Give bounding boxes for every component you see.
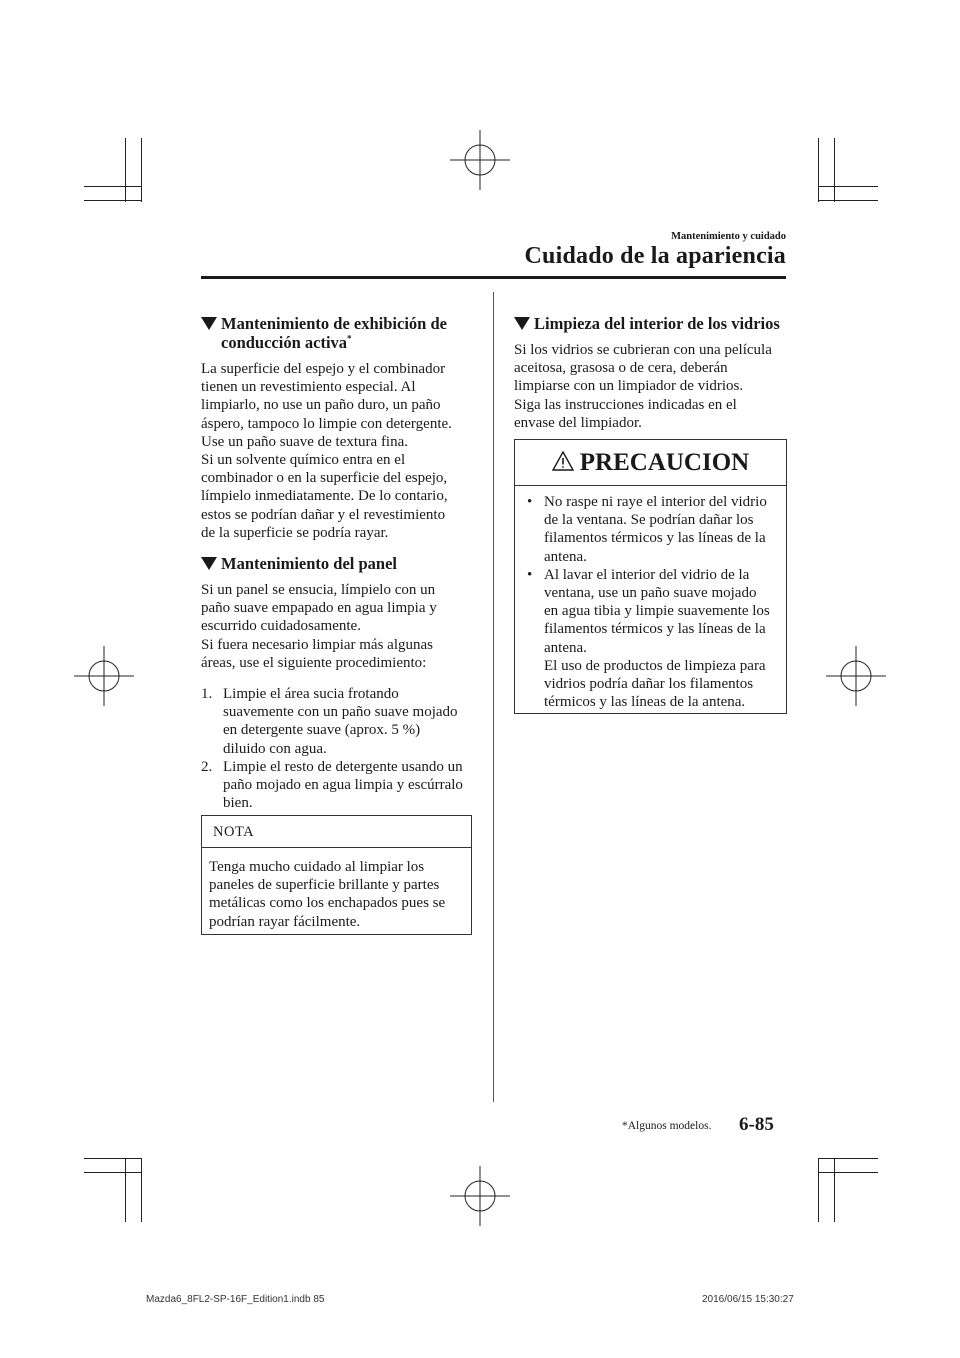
header-rule [201,276,786,279]
text-line: envase del limpiador. [514,414,642,431]
text-line: Limpie el resto de detergente usando un [223,758,463,775]
print-slug-date: 2016/06/15 15:30:27 [702,1294,794,1305]
list-item [523,566,780,712]
registration-mark-left [74,646,134,706]
text-line: Si un panel se ensucia, límpielo con un [201,582,436,599]
asterisk-marker: * [347,333,352,344]
note-divider [202,847,471,848]
left-column [201,314,476,812]
text-line: diluido con agua. [223,740,327,757]
text-line: Al lavar el interior del vidrio de la [544,566,750,583]
step-number: 2. [201,758,213,775]
list-item [523,493,780,566]
text-line: bien. [223,795,253,812]
warning-triangle-icon [552,451,574,471]
text-line: limpiarlo, no use un paño duro, un paño [201,397,441,414]
text-line: tienen un revestimiento especial. Al [201,379,416,396]
triangle-bullet-icon [201,557,217,570]
glass-paragraph [514,341,792,432]
bullet-mark: • [527,494,533,510]
text-line: paño mojado en agua limpia y escúrralo [223,777,463,794]
text-line: Limpie el área sucia frotando [223,686,399,703]
bullet-mark: • [527,566,533,583]
right-column [514,314,792,432]
text-line: límpielo inmediatamente. De lo contario, [201,488,448,505]
text-line: Use un paño suave de textura fina. [201,433,409,450]
page-number: 6-85 [739,1114,774,1135]
text-line: ventana, use un paño suave mojado [544,585,757,602]
text-line: de la ventana. Se podrían dañar los [544,512,754,529]
triangle-bullet-icon [514,317,530,330]
text-line: de la superficie se podría rayar. [201,524,389,541]
procedure-list [201,685,476,812]
list-item [201,758,476,813]
note-title: NOTA [213,824,255,840]
text-line: filamentos térmicos y las líneas de la [544,530,766,547]
registration-mark-top [450,130,510,190]
text-line: metálicas como los enchapados pues se [209,895,446,912]
text-line: paneles de superficie brillante y partes [209,877,440,894]
section-heading-panel [201,554,476,573]
text-line: en agua tibia y limpie suavemente los [544,603,770,620]
note-text [209,858,465,931]
chapter-title: Mantenimiento y cuidado [671,231,786,242]
caution-list [523,493,780,711]
text-line: estos se podrían dañar y el revestimiento [201,506,446,523]
text-line: Si los vidrios se cubrieran con una película [514,342,772,358]
section-heading-display [201,314,476,352]
heading-line: conducción activa* [221,333,352,352]
list-item [201,685,476,758]
print-slug-file: Mazda6_8FL2-SP-16F_Edition1.indb 85 [146,1294,325,1305]
heading-line: Mantenimiento de exhibición de [221,314,447,333]
text-line: áreas, use el siguiente procedimiento: [201,654,427,671]
registration-mark-right [826,646,886,706]
text-line: filamentos térmicos y las líneas de la [544,621,766,638]
panel-paragraph [201,581,476,672]
text-line: Siga las instrucciones indicadas en el [514,396,737,413]
text-line: limpiarse con un limpiador de vidrios. [514,378,744,395]
text-line: No raspe ni raye el interior del vidrio [544,494,767,510]
text-line: La superficie del espejo y el combinador [201,361,446,377]
text-line: Si fuera necesario limpiar más algunas [201,636,434,653]
text-line: podrían rayar fácilmente. [209,913,361,930]
registration-mark-bottom [450,1166,510,1226]
text-line: aceitosa, grasosa o de cera, deberán [514,360,728,377]
section-title: Cuidado de la apariencia [524,243,786,269]
footnote: *Algunos modelos. [622,1120,712,1132]
note-box [201,815,472,935]
text-line: térmicos y las líneas de la antena. [544,694,746,711]
text-line: en detergente suave (aprox. 5 %) [223,722,421,739]
caution-title: PRECAUCION [579,449,750,476]
caution-divider [515,485,786,486]
caution-box [514,439,787,714]
text-line: combinador o en la superficie del espejo, [201,470,448,487]
heading-line: Limpieza del interior de los vidrios [534,314,780,333]
text-line: suavemente con un paño suave mojado [223,704,458,721]
display-paragraph [201,360,476,542]
caution-header [515,449,786,477]
heading-line: Mantenimiento del panel [221,554,397,574]
text-line: El uso de productos de limpieza para [544,657,766,674]
step-number: 1. [201,686,213,703]
section-heading-glass [514,314,792,333]
text-line: vidrios podría dañar los filamentos [544,676,754,693]
text-line: antena. [544,548,587,565]
text-line: escurrido cuidadosamente. [201,618,361,635]
text-line: Tenga mucho cuidado al limpiar los [209,859,425,875]
text-line: áspero, tampoco lo limpie con detergente. [201,415,452,432]
text-line: paño suave empapado en agua limpia y [201,600,437,617]
text-line: antena. [544,639,587,656]
triangle-bullet-icon [201,317,217,330]
text-line: Si un solvente químico entra en el [201,452,406,469]
